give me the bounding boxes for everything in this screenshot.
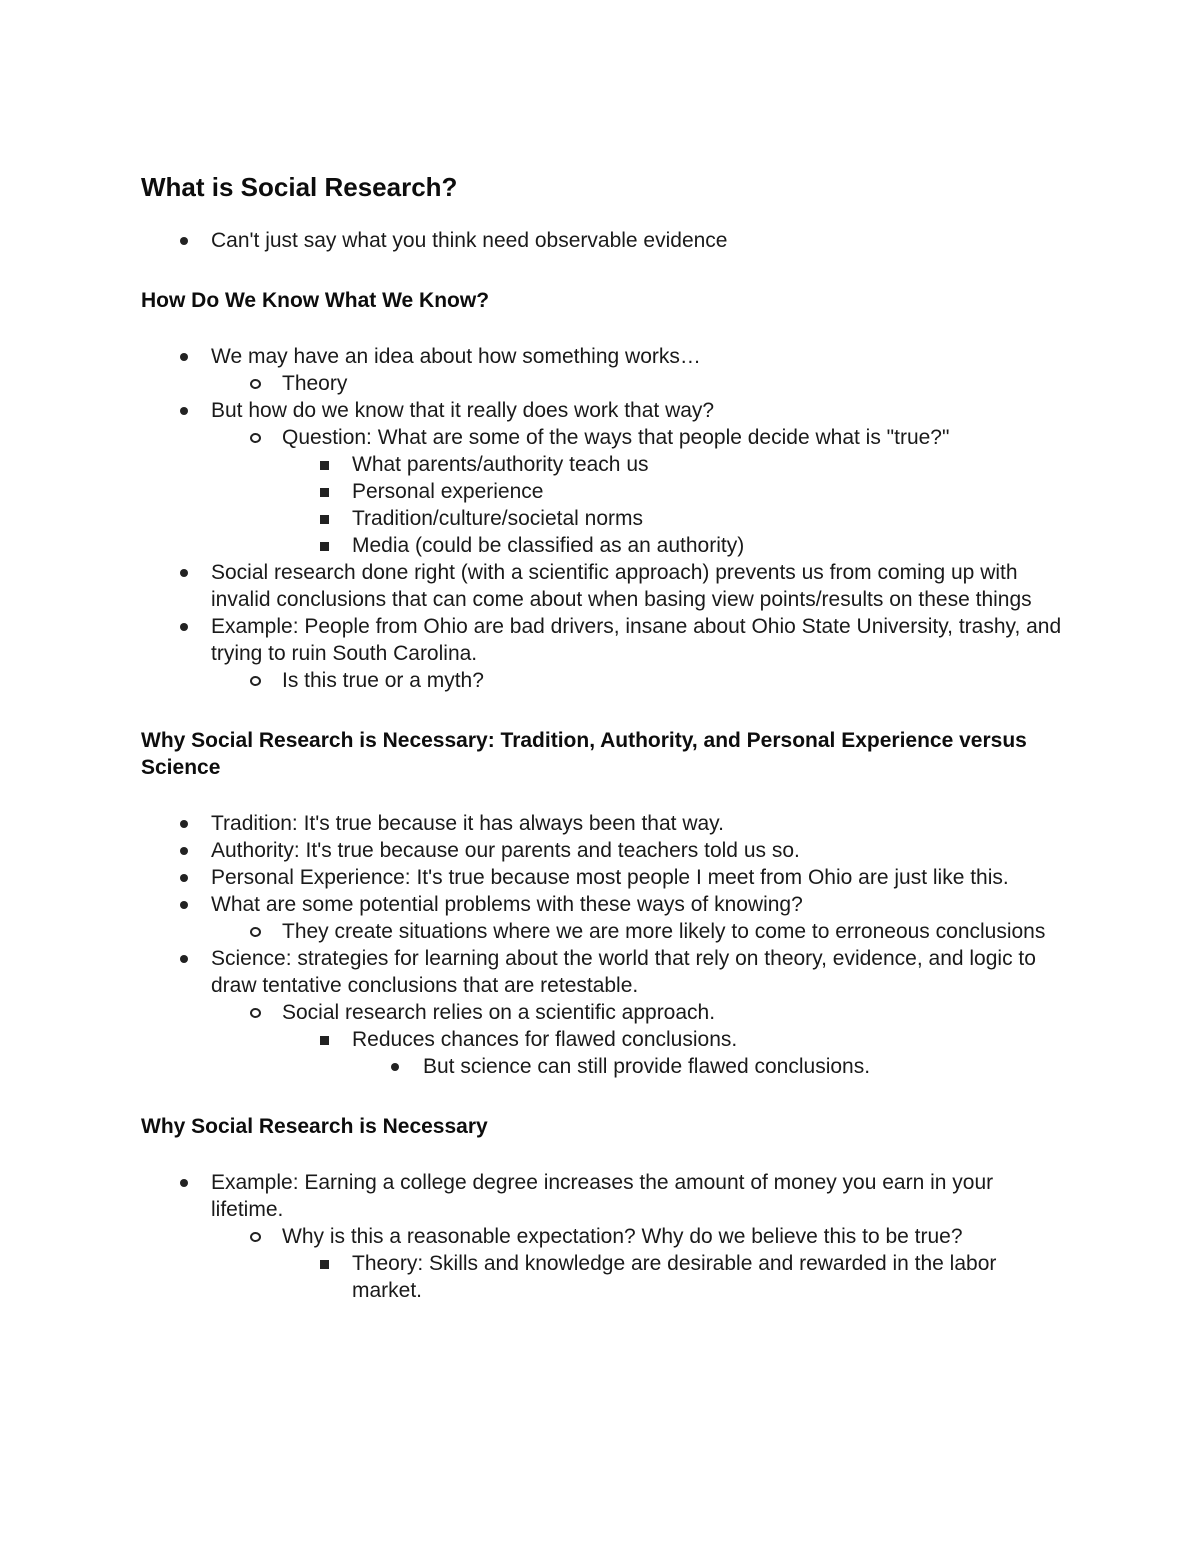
list-item: Social research relies on a scientific approach. [141, 999, 1071, 1026]
list-item: They create situations where we are more likely to come to erroneous conclusions [141, 918, 1071, 945]
bullet-dot-icon [180, 901, 188, 909]
list-item: Reduces chances for flawed conclusions. [141, 1026, 1071, 1053]
bullet-circle-icon [250, 676, 261, 686]
document-body [141, 168, 1071, 1304]
bullet-circle-icon [250, 1008, 261, 1018]
list-item: Can't just say what you think need observable evidence [141, 227, 1071, 254]
list-item: We may have an idea about how something works… [141, 343, 1071, 370]
list-item: Question: What are some of the ways that people decide what is "true?" [141, 424, 1071, 451]
bullet-dot-icon [180, 874, 188, 882]
section-heading-how-do-we-know: How Do We Know What We Know? [141, 289, 490, 312]
page-title: What is Social Research? [141, 172, 458, 202]
bullet-dot-icon [180, 237, 188, 245]
list-item: Authority: It's true because our parents and teachers told us so. [141, 837, 1071, 864]
list-item: What parents/authority teach us [141, 451, 1071, 478]
list-item: Why is this a reasonable expectation? Why do we believe this to be true? [141, 1223, 1071, 1250]
bullet-square-icon [320, 461, 329, 470]
intro-list [141, 227, 1071, 254]
list-item: Media (could be classified as an authority) [141, 532, 1071, 559]
list-item: Theory: Skills and knowledge are desirable and rewarded in the labor market. [141, 1250, 1071, 1304]
how-do-we-know-list [141, 343, 1071, 694]
bullet-circle-icon [250, 1232, 261, 1242]
section-heading-why-tradition: Why Social Research is Necessary: Tradition, Authority, and Personal Experience versus Science [141, 729, 1027, 779]
list-item: But science can still provide flawed conclusions. [141, 1053, 1071, 1080]
why-tradition-list [141, 810, 1071, 1080]
list-item: Social research done right (with a scientific approach) prevents us from coming up with invalid conclusions that can come about when basing view points/results on these things [141, 559, 1071, 613]
section-heading-why-necessary: Why Social Research is Necessary [141, 1115, 488, 1138]
why-necessary-list [141, 1169, 1071, 1304]
list-item: But how do we know that it really does work that way? [141, 397, 1071, 424]
bullet-circle-icon [250, 927, 261, 937]
list-item: Example: People from Ohio are bad drivers, insane about Ohio State University, trashy, and trying to ruin South Carolina. [141, 613, 1071, 667]
bullet-dot-icon [180, 407, 188, 415]
bullet-dot-icon [391, 1063, 399, 1071]
list-item: Personal experience [141, 478, 1071, 505]
bullet-square-icon [320, 1036, 329, 1045]
bullet-dot-icon [180, 569, 188, 577]
bullet-square-icon [320, 515, 329, 524]
list-item: Example: Earning a college degree increases the amount of money you earn in your lifetime. [141, 1169, 1071, 1223]
list-item: What are some potential problems with these ways of knowing? [141, 891, 1071, 918]
bullet-square-icon [320, 542, 329, 551]
bullet-dot-icon [180, 955, 188, 963]
bullet-circle-icon [250, 433, 261, 443]
bullet-dot-icon [180, 847, 188, 855]
bullet-dot-icon [180, 820, 188, 828]
list-item: Personal Experience: It's true because most people I meet from Ohio are just like this. [141, 864, 1071, 891]
list-item: Theory [141, 370, 1071, 397]
list-item: Science: strategies for learning about the world that rely on theory, evidence, and logic to draw tentative conclusions that are retestable. [141, 945, 1071, 999]
list-item: Tradition/culture/societal norms [141, 505, 1071, 532]
list-item: Is this true or a myth? [141, 667, 1071, 694]
bullet-square-icon [320, 1260, 329, 1269]
bullet-dot-icon [180, 1179, 188, 1187]
list-item: Tradition: It's true because it has always been that way. [141, 810, 1071, 837]
bullet-circle-icon [250, 379, 261, 389]
bullet-dot-icon [180, 353, 188, 361]
bullet-dot-icon [180, 623, 188, 631]
bullet-square-icon [320, 488, 329, 497]
